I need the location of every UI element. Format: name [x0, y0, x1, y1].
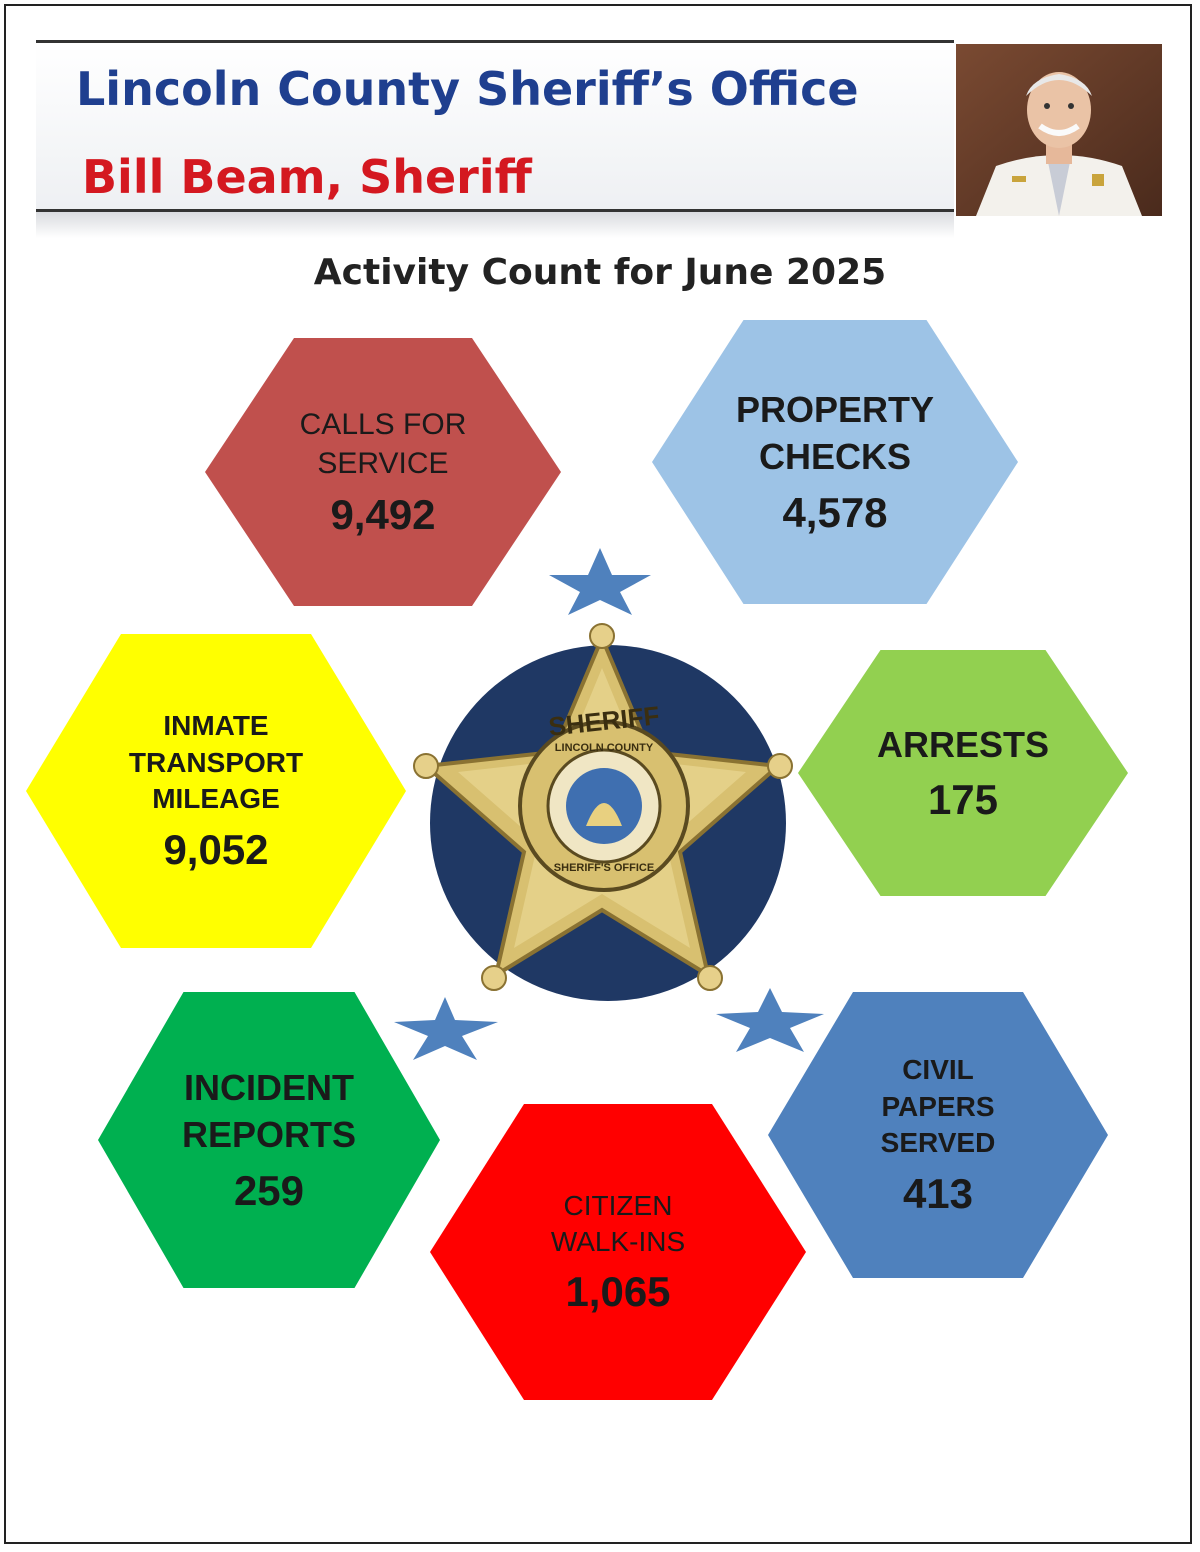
- property-checks-panel: [652, 320, 1018, 604]
- citizen-walkins-value: 1,065: [565, 1268, 671, 1316]
- arrests-label: ARRESTS: [876, 723, 1050, 765]
- citizen-walkins-label: CITIZEN WALK-INS: [550, 1189, 686, 1257]
- badge-ring-top: LINCOLN COUNTY: [554, 742, 654, 754]
- incident-reports-panel: [98, 992, 440, 1288]
- property-checks-value: 4,578: [782, 488, 888, 536]
- civil-papers-label: CIVIL PAPERS SERVED: [880, 1054, 996, 1159]
- arrests-value: 175: [927, 776, 999, 824]
- arrests-panel: [798, 650, 1128, 896]
- office-title: Lincoln County Sheriff’s Office: [76, 62, 859, 116]
- calls-for-service-value: 9,492: [330, 491, 436, 538]
- calls-for-service-label: CALLS FOR SERVICE: [299, 408, 467, 480]
- citizen-walkins-panel: [430, 1104, 806, 1400]
- civil-papers-panel: [768, 992, 1108, 1278]
- badge-ring-bottom: SHERIFF'S OFFICE: [553, 862, 655, 874]
- sheriff-name: Bill Beam, Sheriff: [82, 150, 532, 204]
- property-checks-label: PROPERTY CHECKS: [735, 389, 935, 477]
- badge-top-text: SHERIFF: [547, 700, 661, 742]
- calls-for-service-panel: [205, 338, 561, 606]
- inmate-transport-label: INMATE TRANSPORT MILEAGE: [128, 710, 304, 815]
- incident-reports-label: INCIDENT REPORTS: [181, 1067, 357, 1155]
- report-title: Activity Count for June 2025: [313, 252, 887, 293]
- inmate-transport-panel: [26, 634, 406, 948]
- incident-reports-value: 259: [233, 1166, 305, 1214]
- inmate-transport-value: 9,052: [163, 825, 269, 873]
- accent-star-top-icon: [549, 548, 651, 615]
- civil-papers-value: 413: [902, 1169, 974, 1217]
